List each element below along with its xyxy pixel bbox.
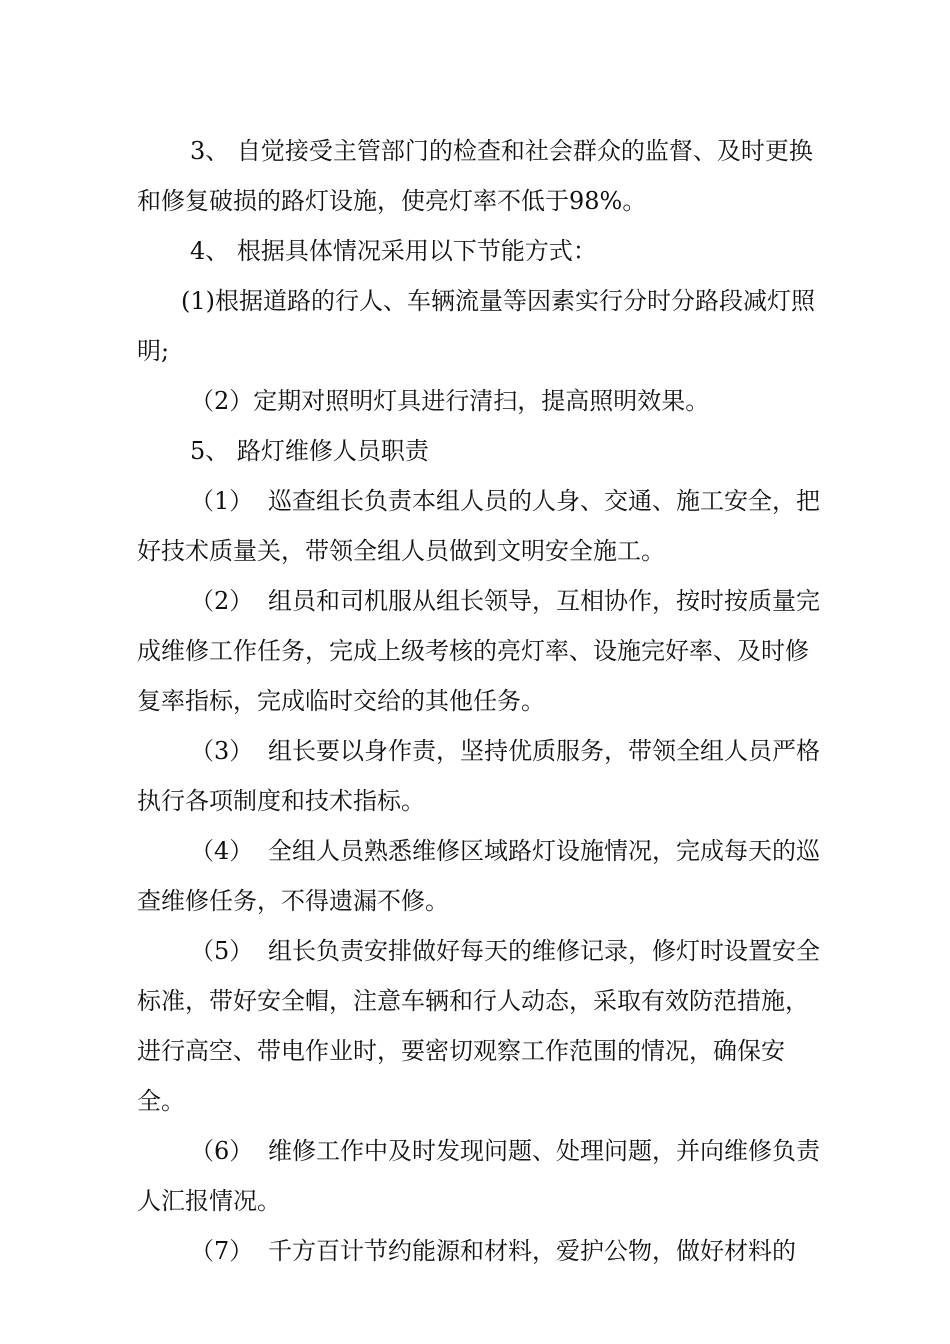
paragraph-duty-2 (137, 576, 829, 726)
paragraph-text: 根据具体情况采用以下节能方式： (236, 237, 597, 265)
paragraph-text: 组员和司机服从组长领导，互相协作，按时按质量完成维修工作任务，完成上级考核的亮灯率、设施完好率、及时修复率指标，完成临时交给的其他任务。 (137, 587, 820, 715)
paragraph-text: (1)根据道路的行人、车辆流量等因素实行分时分路段减灯照明; (137, 287, 815, 365)
item-number: 4、 (190, 237, 230, 265)
item-number: （7） (190, 1237, 254, 1265)
item-number: （2） (190, 587, 254, 615)
paragraph-sub-1 (137, 276, 829, 376)
paragraph-text: 自觉接受主管部门的检查和社会群众的监督、及时更换和修复破损的路灯设施，使亮灯率不低于98%。 (137, 137, 813, 215)
paragraph-sub-2 (137, 376, 829, 426)
paragraph-text: 维修工作中及时发现问题、处理问题，并向维修负责人汇报情况。 (137, 1137, 820, 1215)
paragraph-text: 组长要以身作责，坚持优质服务，带领全组人员严格执行各项制度和技术指标。 (137, 737, 820, 815)
paragraph-item-3 (137, 126, 829, 226)
item-number: 5、 (190, 437, 230, 465)
paragraph-text: 组长负责安排做好每天的维修记录，修灯时设置安全标准，带好安全帽，注意车辆和行人动态，采取有效防范措施，进行高空、带电作业时，要密切观察工作范围的情况，确保安全。 (137, 937, 820, 1115)
paragraph-text: 巡查组长负责本组人员的人身、交通、施工安全，把好技术质量关，带领全组人员做到文明安全施工。 (137, 487, 820, 565)
item-number: （1） (190, 487, 254, 515)
item-number: （4） (190, 837, 254, 865)
document-body (137, 126, 829, 1276)
paragraph-text: （2）定期对照明灯具进行清扫，提高照明效果。 (190, 387, 710, 415)
paragraph-duty-1 (137, 476, 829, 576)
item-number: （5） (190, 937, 254, 965)
paragraph-duty-3 (137, 726, 829, 826)
paragraph-text: 千方百计节约能源和材料，爱护公物，做好材料的 (268, 1237, 796, 1265)
paragraph-duty-4 (137, 826, 829, 926)
item-number: 3、 (190, 137, 230, 165)
paragraph-text: 全组人员熟悉维修区域路灯设施情况，完成每天的巡查维修任务，不得遗漏不修。 (137, 837, 820, 915)
paragraph-text: 路灯维修人员职责 (236, 437, 429, 465)
paragraph-item-5 (137, 426, 829, 476)
paragraph-duty-7 (137, 1226, 829, 1276)
item-number: （3） (190, 737, 254, 765)
paragraph-item-4 (137, 226, 829, 276)
item-number: （6） (190, 1137, 254, 1165)
paragraph-duty-5 (137, 926, 829, 1126)
paragraph-duty-6 (137, 1126, 829, 1226)
